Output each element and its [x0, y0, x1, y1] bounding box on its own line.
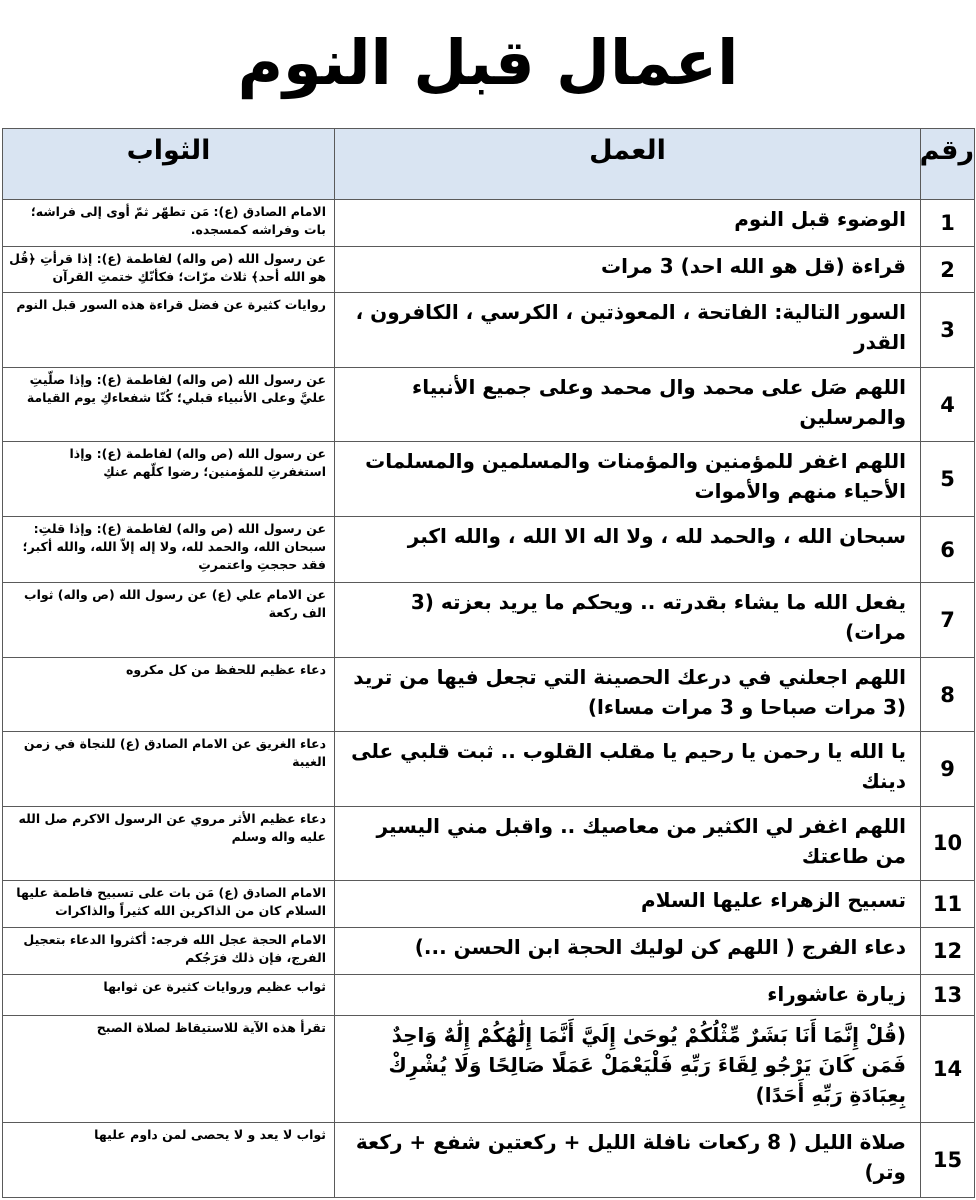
row-action: اللهم اغفر لي الكثير من معاصيك .. واقبل مني اليسير من طاعتك — [335, 806, 921, 880]
row-number: 12 — [921, 927, 975, 974]
row-action: قراءة (قل هو الله احد) 3 مرات — [335, 246, 921, 293]
row-reward: الامام الحجة عجل الله فرجه: أكثروا الدعاء بتعجيل الفرج، فإن ذلك فرَجُكم — [3, 927, 335, 974]
table-row — [3, 293, 975, 367]
row-action: دعاء الفرج ( اللهم كن لوليك الحجة ابن الحسن ...) — [335, 927, 921, 974]
row-reward: دعاء الغريق عن الامام الصادق (ع) للنجاة في زمن الغيبة — [3, 732, 335, 806]
table-row — [3, 1015, 975, 1123]
row-number: 11 — [921, 881, 975, 928]
row-reward: تقرأ هذه الآية للاستيقاظ لصلاة الصبح — [3, 1015, 335, 1123]
table-row — [3, 927, 975, 974]
row-action: يا الله يا رحمن يا رحيم يا مقلب القلوب .. ثبت قلبي على دينك — [335, 732, 921, 806]
row-action: يفعل الله ما يشاء بقدرته .. ويحكم ما يريد بعزته (3 مرات) — [335, 583, 921, 657]
row-action: صلاة الليل ( 8 ركعات نافلة الليل + ركعتين شفع + ركعة وتر) — [335, 1123, 921, 1198]
row-reward: ثواب لا يعد و لا يحصى لمن داوم عليها — [3, 1123, 335, 1198]
row-number: 10 — [921, 806, 975, 880]
row-number: 1 — [921, 200, 975, 247]
row-reward: الامام الصادق (ع): مَن تطهّر ثمّ أوى إلى فراشه؛ بات وفراشه كمسجده. — [3, 200, 335, 247]
table-row — [3, 367, 975, 441]
row-action: الوضوء قبل النوم — [335, 200, 921, 247]
table-row — [3, 516, 975, 583]
table-row — [3, 881, 975, 928]
row-action: تسبيح الزهراء عليها السلام — [335, 881, 921, 928]
row-action: السور التالية: الفاتحة ، المعوذتين ، الكرسي ، الكافرون ، القدر — [335, 293, 921, 367]
row-reward: دعاء عظيم الأثر مروي عن الرسول الاكرم صل الله عليه واله وسلم — [3, 806, 335, 880]
header-action: العمل — [335, 129, 921, 200]
table-row — [3, 806, 975, 880]
row-action: زيارة عاشوراء — [335, 974, 921, 1015]
row-reward: عن رسول الله (ص واله) لفاطمة (ع): إذا قرأتِ ﴿قُل هو الله أحد﴾ ثلاث مرّات؛ فكأنّكِ ختمتِ القرآن — [3, 246, 335, 293]
row-number: 2 — [921, 246, 975, 293]
page-title: اعمال قبل النوم — [237, 26, 739, 99]
row-number: 8 — [921, 657, 975, 731]
row-reward: دعاء عظيم للحفظ من كل مكروه — [3, 657, 335, 731]
row-number: 4 — [921, 367, 975, 441]
row-reward: ثواب عظيم وروايات كثيرة عن ثوابها — [3, 974, 335, 1015]
table-row — [3, 246, 975, 293]
table-row — [3, 974, 975, 1015]
row-number: 14 — [921, 1015, 975, 1123]
table-row — [3, 732, 975, 806]
row-reward: عن رسول الله (ص واله) لفاطمة (ع): وإذا استغفرتِ للمؤمنين؛ رضوا كلّهم عنكِ — [3, 442, 335, 516]
table-row — [3, 200, 975, 247]
table-header-row — [3, 129, 975, 200]
row-action: اللهم صَل على محمد وال محمد وعلى جميع الأنبياء والمرسلين — [335, 367, 921, 441]
table-row — [3, 442, 975, 516]
row-number: 5 — [921, 442, 975, 516]
row-number: 9 — [921, 732, 975, 806]
row-action: اللهم اجعلني في درعك الحصينة التي تجعل فيها من تريد (3 مرات صباحا و 3 مرات مساءا) — [335, 657, 921, 731]
row-number: 13 — [921, 974, 975, 1015]
header-reward: الثواب — [3, 129, 335, 200]
row-number: 6 — [921, 516, 975, 583]
row-reward: عن رسول الله (ص واله) لفاطمة (ع): وإذا صلّيتِ عليَّ وعلى الأنبياء قبلي؛ كُنّا شفعاءكِ يوم القيامة — [3, 367, 335, 441]
header-num: رقم — [921, 129, 975, 200]
table-row — [3, 583, 975, 657]
row-reward: عن رسول الله (ص واله) لفاطمة (ع): وإذا قلتِ: سبحان الله، والحمد لله، ولا إله إلاّ الله، والله أكبر؛ فقد حججتِ واعتمرتِ — [3, 516, 335, 583]
row-reward: عن الامام علي (ع) عن رسول الله (ص واله) ثواب الف ركعة — [3, 583, 335, 657]
table-row — [3, 1123, 975, 1198]
row-action: (قُلْ إِنَّمَا أَنَا بَشَرٌ مِّثْلُكُمْ يُوحَىٰ إِلَيَّ أَنَّمَا إِلَٰهُكُمْ إِلَٰهٌ وَاحِدٌ فَمَن كَانَ يَرْجُو لِقَاءَ رَبِّهِ فَلْيَعْمَلْ عَمَلًا صَالِحًا وَلَا يُشْرِكْ بِعِبَادَةِ رَبِّهِ أَحَدًا) — [335, 1015, 921, 1123]
row-number: 15 — [921, 1123, 975, 1198]
row-number: 3 — [921, 293, 975, 367]
row-reward: الامام الصادق (ع) مَن بات على تسبيح فاطمة عليها السلام كان من الذاكرين الله كثيراً والذاكرات — [3, 881, 335, 928]
row-number: 7 — [921, 583, 975, 657]
row-action: اللهم اغفر للمؤمنين والمؤمنات والمسلمين والمسلمات الأحياء منهم والأموات — [335, 442, 921, 516]
table-row — [3, 657, 975, 731]
row-action: سبحان الله ، والحمد لله ، ولا اله الا الله ، والله اكبر — [335, 516, 921, 583]
deeds-table — [2, 128, 975, 1198]
row-reward: روايات كثيرة عن فضل قراءة هذه السور قبل النوم — [3, 293, 335, 367]
